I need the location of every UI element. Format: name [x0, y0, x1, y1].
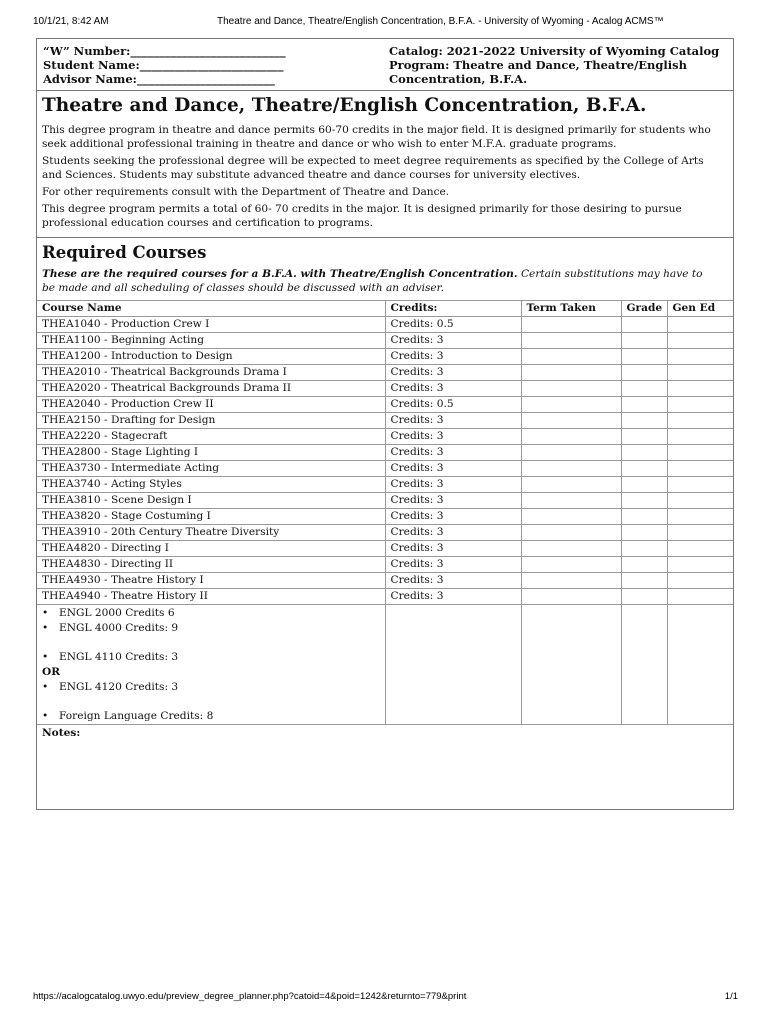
term-taken-cell — [521, 381, 621, 397]
term-taken-cell — [521, 541, 621, 557]
grade-cell — [621, 589, 667, 605]
table-row — [37, 397, 733, 413]
print-page-title: Theatre and Dance, Theatre/English Concentration, B.F.A. - University of Wyoming - Acalog ACMS™ — [217, 16, 664, 27]
gen-ed-cell — [667, 477, 733, 493]
term-taken-cell — [521, 573, 621, 589]
table-row — [37, 413, 733, 429]
table-row — [37, 573, 733, 589]
term-taken-cell — [521, 589, 621, 605]
credits-cell: Credits: 3 — [385, 349, 521, 365]
bullet: • — [42, 607, 49, 619]
table-row — [37, 429, 733, 445]
col-course-name: Course Name — [37, 301, 385, 317]
catalog-info — [389, 44, 720, 86]
gen-ed-cell — [667, 317, 733, 333]
table-row — [37, 477, 733, 493]
grade-cell — [621, 413, 667, 429]
credits-cell: Credits: 3 — [385, 413, 521, 429]
elective-foreign-language: Foreign Language Credits: 8 — [59, 710, 214, 722]
course-rows — [37, 317, 733, 605]
term-taken-cell — [521, 317, 621, 333]
col-term-taken: Term Taken — [521, 301, 621, 317]
list-item — [42, 680, 385, 695]
required-courses-heading: Required Courses — [42, 243, 207, 262]
credits-cell: Credits: 3 — [385, 461, 521, 477]
list-item — [42, 606, 385, 621]
gen-ed-cell — [667, 397, 733, 413]
term-taken-cell — [521, 429, 621, 445]
credits-cell: Credits: 3 — [385, 541, 521, 557]
elective-engl4110: ENGL 4110 Credits: 3 — [59, 651, 179, 663]
gen-ed-cell — [667, 381, 733, 397]
electives-credits-cell — [385, 605, 521, 725]
grade-cell — [621, 525, 667, 541]
table-row — [37, 461, 733, 477]
courses-table — [37, 300, 733, 809]
gen-ed-cell — [667, 413, 733, 429]
gen-ed-cell — [667, 333, 733, 349]
grade-cell — [621, 573, 667, 589]
notes-row — [37, 725, 733, 809]
bullet: • — [42, 622, 49, 634]
course-name-cell: THEA2150 - Drafting for Design — [37, 413, 385, 429]
credits-cell: Credits: 0.5 — [385, 317, 521, 333]
table-row — [37, 381, 733, 397]
grade-cell — [621, 429, 667, 445]
required-desc-rest: Certain substitutions may have to be made and all scheduling of classes should be discussed with an adviser. — [42, 268, 703, 294]
electives-term-cell — [521, 605, 621, 725]
table-row — [37, 365, 733, 381]
grade-cell — [621, 365, 667, 381]
term-taken-cell — [521, 557, 621, 573]
student-name-field: Student Name:_________________________ — [43, 58, 284, 72]
gen-ed-cell — [667, 541, 733, 557]
table-row — [37, 349, 733, 365]
electives-gened-cell — [667, 605, 733, 725]
print-footer — [33, 991, 738, 1007]
table-row — [37, 493, 733, 509]
gen-ed-cell — [667, 573, 733, 589]
credits-cell: Credits: 3 — [385, 429, 521, 445]
advisor-name-field: Advisor Name:________________________ — [43, 72, 275, 86]
elective-engl2000: ENGL 2000 Credits 6 — [59, 607, 175, 619]
credits-cell: Credits: 3 — [385, 381, 521, 397]
course-name-cell: THEA3740 - Acting Styles — [37, 477, 385, 493]
notes-label: Notes: — [42, 727, 81, 739]
gen-ed-cell — [667, 349, 733, 365]
table-row — [37, 445, 733, 461]
gen-ed-cell — [667, 445, 733, 461]
term-taken-cell — [521, 461, 621, 477]
course-name-cell: THEA1100 - Beginning Acting — [37, 333, 385, 349]
course-name-cell: THEA3910 - 20th Century Theatre Diversity — [37, 525, 385, 541]
grade-cell — [621, 333, 667, 349]
table-row — [37, 525, 733, 541]
term-taken-cell — [521, 365, 621, 381]
electives-row — [37, 605, 733, 725]
gen-ed-cell — [667, 557, 733, 573]
course-name-cell: THEA2800 - Stage Lighting I — [37, 445, 385, 461]
course-name-cell: THEA4820 - Directing I — [37, 541, 385, 557]
credits-cell: Credits: 3 — [385, 573, 521, 589]
grade-cell — [621, 541, 667, 557]
grade-cell — [621, 397, 667, 413]
gen-ed-cell — [667, 509, 733, 525]
program-label: Program: Theatre and Dance, Theatre/English — [389, 58, 688, 72]
grade-cell — [621, 493, 667, 509]
table-row — [37, 541, 733, 557]
print-url: https://acalogcatalog.uwyo.edu/preview_degree_planner.php?catoid=4&poid=1242&returnto=779&print — [33, 991, 467, 1002]
electives-grade-cell — [621, 605, 667, 725]
credits-cell: Credits: 3 — [385, 509, 521, 525]
table-row — [37, 333, 733, 349]
table-header-row — [37, 301, 733, 317]
list-item — [42, 709, 385, 724]
credits-cell: Credits: 3 — [385, 445, 521, 461]
course-name-cell: THEA4930 - Theatre History I — [37, 573, 385, 589]
col-credits: Credits: — [385, 301, 521, 317]
gen-ed-cell — [667, 461, 733, 477]
table-row — [37, 557, 733, 573]
credits-cell: Credits: 3 — [385, 557, 521, 573]
description-paragraph: This degree program in theatre and dance permits 60-70 credits in the major field. It is designed primarily for students who seek additional professional training in theatre and dance or who wish to enter M.F.A. graduate programs. — [42, 124, 711, 150]
course-name-cell: THEA3730 - Intermediate Acting — [37, 461, 385, 477]
list-item — [42, 650, 385, 665]
header-block — [37, 39, 733, 91]
term-taken-cell — [521, 349, 621, 365]
credits-cell: Credits: 3 — [385, 365, 521, 381]
grade-cell — [621, 317, 667, 333]
gen-ed-cell — [667, 365, 733, 381]
description-paragraph: Students seeking the professional degree will be expected to meet degree requirements as specified by the College of Arts and Sciences. Students may substitute advanced theatre and dance courses for university electives. — [42, 155, 704, 181]
course-name-cell: THEA2020 - Theatrical Backgrounds Drama II — [37, 381, 385, 397]
gen-ed-cell — [667, 525, 733, 541]
term-taken-cell — [521, 413, 621, 429]
credits-cell: Credits: 3 — [385, 477, 521, 493]
table-row — [37, 589, 733, 605]
term-taken-cell — [521, 525, 621, 541]
course-name-cell: THEA1200 - Introduction to Design — [37, 349, 385, 365]
credits-cell: Credits: 3 — [385, 589, 521, 605]
elective-engl4000: ENGL 4000 Credits: 9 — [59, 622, 179, 634]
program-title: Theatre and Dance, Theatre/English Concentration, B.F.A. — [42, 95, 647, 116]
bullet: • — [42, 651, 49, 663]
bullet: • — [42, 681, 49, 693]
program-intro — [37, 90, 733, 238]
catalog-label: Catalog: 2021-2022 University of Wyoming Catalog — [389, 44, 720, 58]
course-name-cell: THEA4940 - Theatre History II — [37, 589, 385, 605]
or-label: OR — [42, 666, 61, 678]
w-number-field: “W” Number:___________________________ — [43, 44, 286, 58]
print-datetime: 10/1/21, 8:42 AM — [33, 16, 109, 27]
term-taken-cell — [521, 333, 621, 349]
program-label-cont: Concentration, B.F.A. — [389, 72, 528, 86]
bullet: • — [42, 710, 49, 722]
grade-cell — [621, 461, 667, 477]
term-taken-cell — [521, 509, 621, 525]
program-description — [42, 123, 722, 233]
gen-ed-cell — [667, 493, 733, 509]
course-name-cell: THEA2040 - Production Crew II — [37, 397, 385, 413]
credits-cell: Credits: 3 — [385, 493, 521, 509]
credits-cell: Credits: 3 — [385, 525, 521, 541]
electives-cell — [37, 605, 385, 725]
notes-cell — [37, 725, 733, 809]
course-name-cell: THEA3820 - Stage Costuming I — [37, 509, 385, 525]
table-row — [37, 317, 733, 333]
term-taken-cell — [521, 397, 621, 413]
course-name-cell: THEA2010 - Theatrical Backgrounds Drama I — [37, 365, 385, 381]
elective-engl4120: ENGL 4120 Credits: 3 — [59, 681, 179, 693]
credits-cell: Credits: 0.5 — [385, 397, 521, 413]
grade-cell — [621, 477, 667, 493]
page-number: 1/1 — [724, 991, 738, 1002]
credits-cell: Credits: 3 — [385, 333, 521, 349]
print-header — [33, 16, 738, 32]
col-grade: Grade — [621, 301, 667, 317]
grade-cell — [621, 509, 667, 525]
grade-cell — [621, 557, 667, 573]
description-paragraph: For other requirements consult with the Department of Theatre and Dance. — [42, 186, 450, 198]
term-taken-cell — [521, 493, 621, 509]
grade-cell — [621, 381, 667, 397]
course-name-cell: THEA1040 - Production Crew I — [37, 317, 385, 333]
grade-cell — [621, 349, 667, 365]
required-desc-bold: These are the required courses for a B.F.A. with Theatre/English Concentration. — [42, 268, 518, 280]
list-item — [42, 621, 385, 636]
col-gen-ed: Gen Ed — [667, 301, 733, 317]
course-name-cell: THEA4830 - Directing II — [37, 557, 385, 573]
course-name-cell: THEA2220 - Stagecraft — [37, 429, 385, 445]
grade-cell — [621, 445, 667, 461]
term-taken-cell — [521, 445, 621, 461]
gen-ed-cell — [667, 589, 733, 605]
course-name-cell: THEA3810 - Scene Design I — [37, 493, 385, 509]
degree-planner-form — [36, 38, 734, 810]
term-taken-cell — [521, 477, 621, 493]
student-info — [43, 44, 363, 86]
gen-ed-cell — [667, 429, 733, 445]
description-paragraph: This degree program permits a total of 60- 70 credits in the major. It is designed primarily for those desiring to pursue professional education courses and certification to programs. — [42, 203, 682, 229]
required-courses-description — [42, 267, 712, 295]
table-row — [37, 509, 733, 525]
